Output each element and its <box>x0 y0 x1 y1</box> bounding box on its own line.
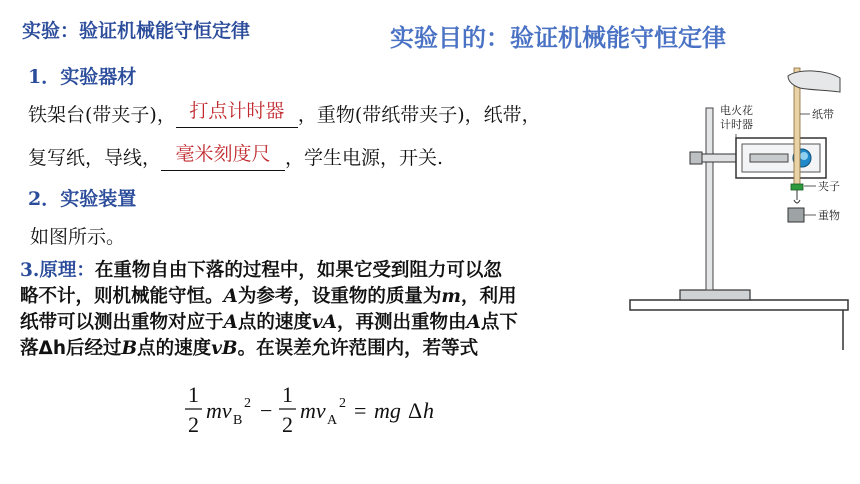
var-a: A <box>223 312 238 333</box>
principle-text: 。在误差允许范围内，若等式 <box>237 338 479 359</box>
principle-line-3 <box>20 310 600 336</box>
principle-text: 点的速度 <box>137 338 212 359</box>
tape-clip <box>791 184 803 190</box>
formula-equals: = <box>354 398 367 423</box>
principle-line-1 <box>20 258 600 284</box>
equipment-text: ，重物(带纸带夹子)，纸带， <box>297 104 541 126</box>
label-timer-2: 计时器 <box>720 118 753 131</box>
label-clip: 夹子 <box>818 180 840 193</box>
principle-line-4 <box>20 336 600 362</box>
answer-blank-1 <box>176 100 298 128</box>
formula-frac-den: 2 <box>188 412 199 437</box>
timer-disc-highlight <box>800 152 808 160</box>
label-timer-1: 电火花 <box>720 104 753 117</box>
stand-pole <box>706 108 713 290</box>
answer-blank-2 <box>161 143 285 171</box>
slide-subtitle: 实验目的：验证机械能守恒定律 <box>390 24 726 52</box>
formula-frac-den: 2 <box>282 412 293 437</box>
principle-text: 落 <box>20 338 39 359</box>
principle-line-2 <box>20 284 600 310</box>
principle-text: 纸带可以测出重物对应于 <box>20 312 224 333</box>
table-top <box>630 300 848 310</box>
stand-base <box>680 290 750 300</box>
formula-sub: B <box>233 413 243 428</box>
section-setup-title: 2．实验装置 <box>28 188 137 210</box>
energy-formula <box>182 380 482 460</box>
equipment-text: 铁架台(带夹子)， <box>28 104 176 126</box>
var-m: m <box>441 286 461 307</box>
equipment-line-2 <box>28 143 443 171</box>
formula-frac-num: 1 <box>188 382 199 407</box>
slide-title: 实验：验证机械能守恒定律 <box>22 20 251 42</box>
var-vb: vB <box>211 338 238 359</box>
label-tape: 纸带 <box>812 108 834 121</box>
timer-rod <box>750 154 788 162</box>
formula-minus: − <box>260 398 273 423</box>
principle-text: 点下 <box>480 312 518 333</box>
formula-delta: Δ <box>408 398 423 423</box>
label-weight: 重物 <box>818 209 840 222</box>
weight <box>788 208 804 222</box>
formula-term: h <box>423 398 434 423</box>
clamp-knob <box>690 152 702 164</box>
formula-term: mv <box>300 398 326 423</box>
principle-text: 后经过 <box>66 338 122 359</box>
principle-text: 点的速度 <box>237 312 312 333</box>
var-a: A <box>223 286 238 307</box>
var-va: vA <box>311 312 337 333</box>
formula-term: mv <box>206 398 232 423</box>
principle-text: 为参考，设重物的质量为 <box>237 286 442 307</box>
principle-text: 略不计，则机械能守恒。 <box>20 286 224 307</box>
formula-sup: 2 <box>244 396 251 411</box>
var-a: A <box>466 312 481 333</box>
formula-frac-num: 1 <box>282 382 293 407</box>
answer-ruler: 毫米刻度尺 <box>175 143 271 165</box>
principle-text: ，利用 <box>460 286 517 307</box>
equipment-text: 复写纸，导线， <box>28 147 162 169</box>
equipment-text: ，学生电源，开关. <box>285 147 444 169</box>
var-delta-h: Δh <box>38 338 67 359</box>
principle-paragraph <box>20 258 600 362</box>
principle-label: 3.原理： <box>20 260 95 281</box>
setup-text: 如图所示。 <box>30 226 126 248</box>
var-b: B <box>121 338 138 359</box>
hook <box>794 190 800 203</box>
section-equipment-title: 1．实验器材 <box>28 66 137 88</box>
principle-text: ，再测出重物由 <box>337 312 467 333</box>
answer-timer: 打点计时器 <box>189 100 285 122</box>
formula-sup: 2 <box>339 396 346 411</box>
formula-term: mg <box>374 398 401 423</box>
apparatus-diagram <box>628 62 853 352</box>
principle-text: 在重物自由下落的过程中，如果它受到阻力可以忽 <box>94 260 502 281</box>
equipment-line-1 <box>28 100 541 128</box>
formula-sub: A <box>327 413 338 428</box>
